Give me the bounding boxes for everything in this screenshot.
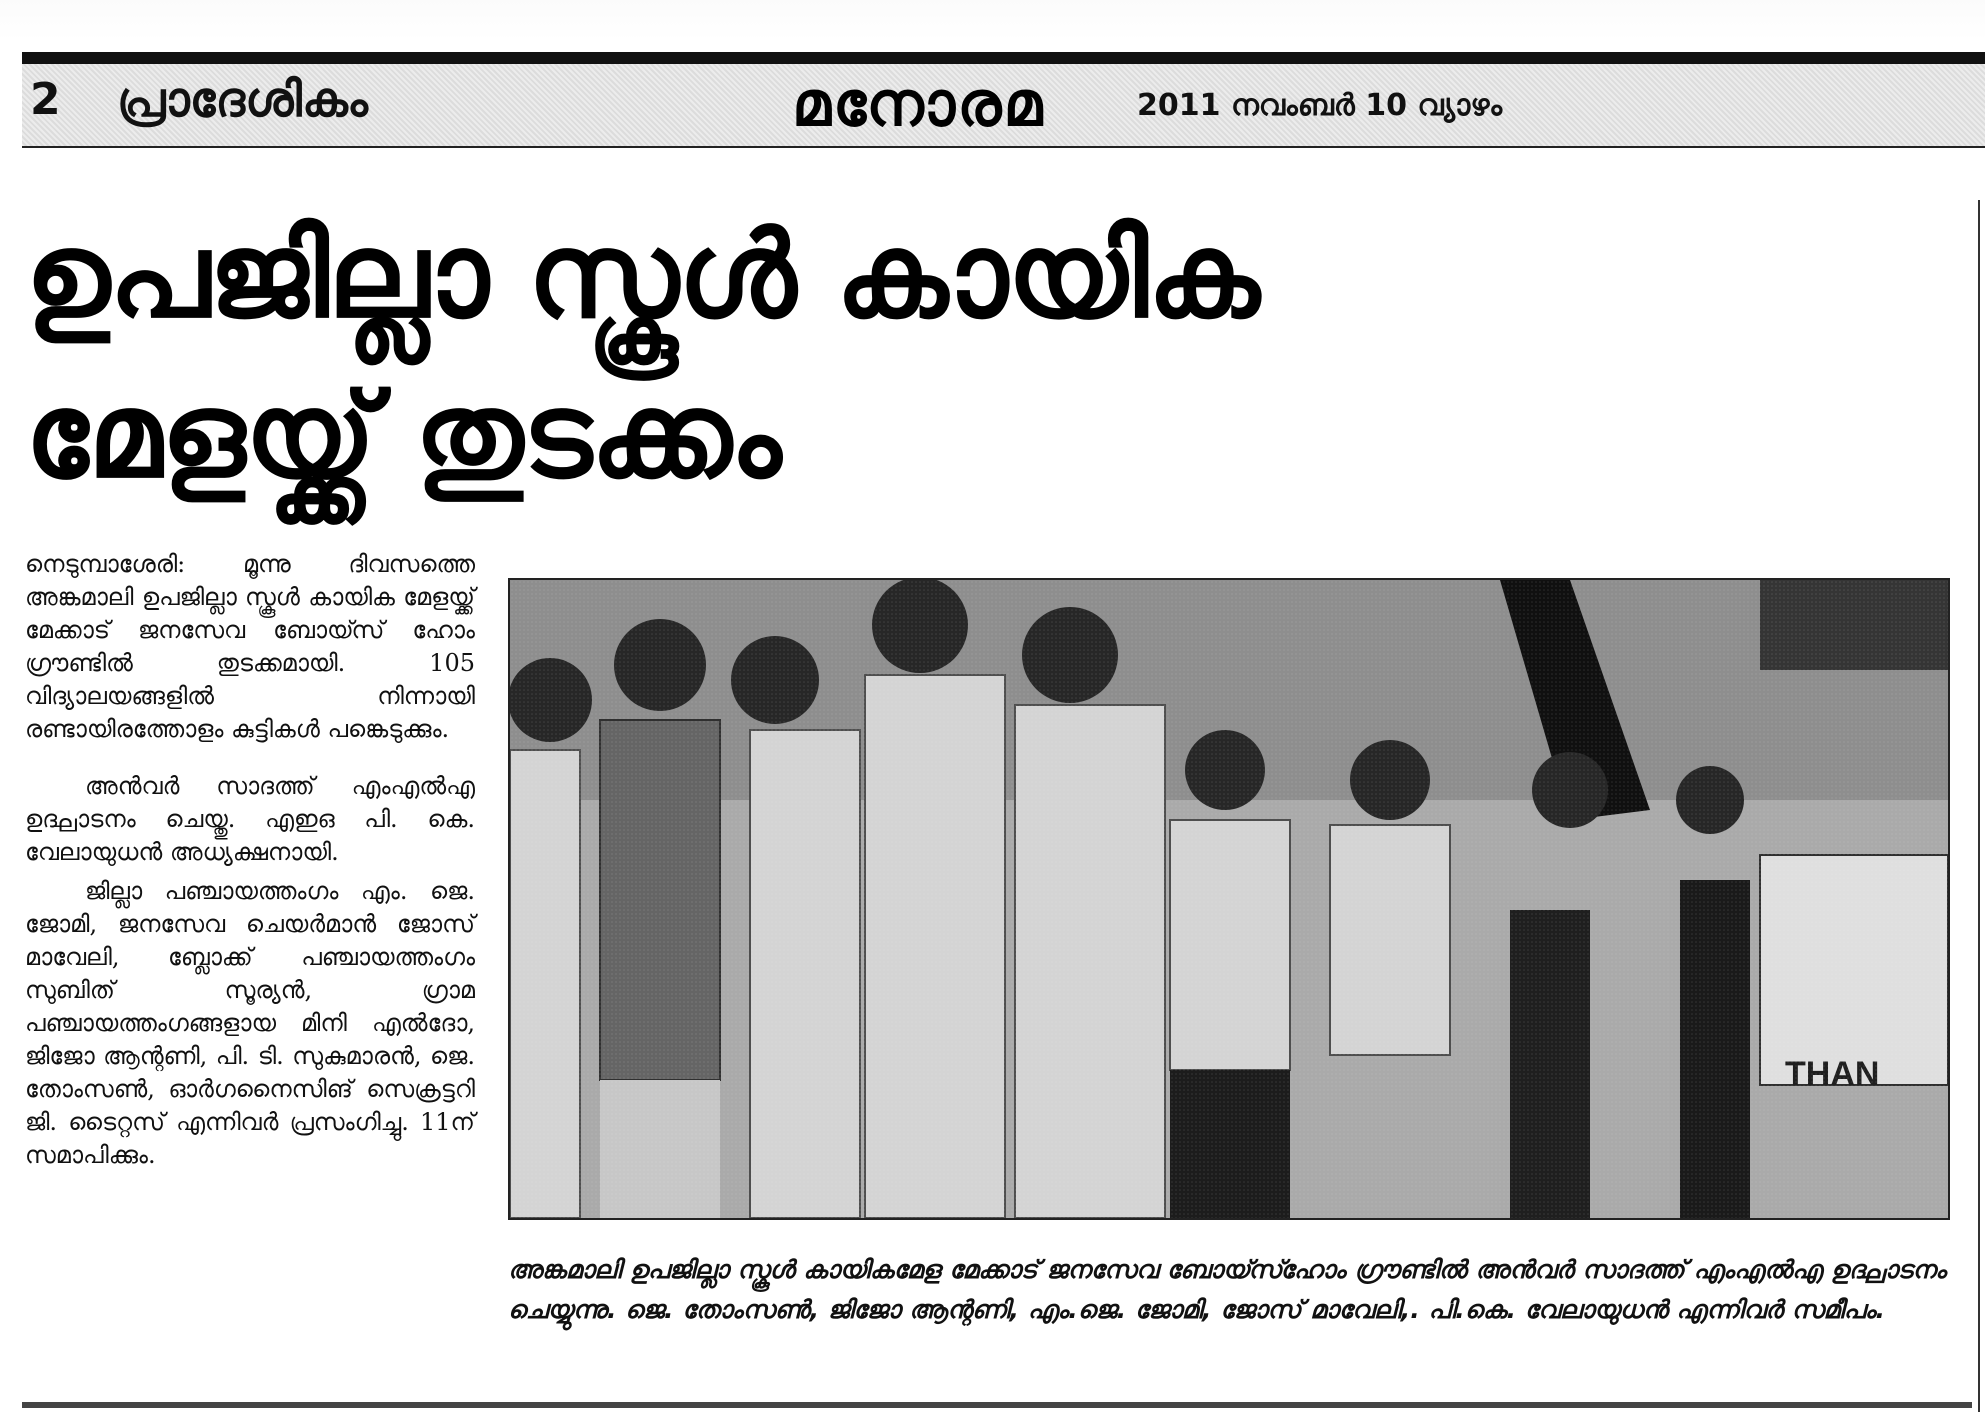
- section-title: പ്രാദേശികം: [117, 72, 368, 128]
- masthead: [22, 64, 1985, 148]
- article-paragraph-1: നെടുമ്പാശേരി: മൂന്നു ദിവസത്തെ അങ്കമാലി ഉപജില്ലാ സ്കൂൾ കായിക മേളയ്ക്ക് മേക്കാട് ജനസേവ ബോയ്സ് ഹോം ഗ്രൗണ്ടിൽ തുടക്കമായി. 105 വിദ്യാലയങ്ങളിൽ നിന്നായി രണ്ടായിരത്തോളം കുട്ടികൾ പങ്കെടുക്കും.: [25, 550, 475, 743]
- photo-caption: അങ്കമാലി ഉപജില്ലാ സ്കൂൾ കായികമേള മേക്കാട് ജനസേവ ബോയ്സ്ഹോം ഗ്രൗണ്ടിൽ അൻവർ സാദത്ത് എംഎൽഎ ഉദ്ഘാടനം ചെയ്യുന്നു. ജെ. തോംസൺ, ജിജോ ആന്റണി, എം.ജെ. ജോമി, ജോസ് മാവേലി,. പി.കെ. വേലായുധൻ എന്നിവർ സമീപം.: [508, 1255, 1946, 1324]
- article-paragraph-2: അൻവർ സാദത്ത് എംഎൽഎ ഉദ്ഘാടനം ചെയ്തു. എഇഒ പി. കെ. വേലായുധൻ അധ്യക്ഷനായി.: [25, 772, 475, 866]
- headline-line-1: ഉപജില്ലാ സ്കൂൾ കായിക: [25, 206, 1259, 344]
- news-photo: [508, 578, 1950, 1220]
- newspaper-logo: മനോരമ: [792, 67, 1045, 140]
- masthead-top-rule: [22, 52, 1985, 64]
- article-body: [25, 548, 475, 1196]
- column-divider: [1978, 200, 1980, 1412]
- article-headline: [25, 195, 1725, 515]
- headline-line-2: മേളയ്ക്ക് തുടക്കം: [25, 366, 781, 504]
- issue-date: 2011 നവംബർ 10 വ്യാഴം: [1137, 88, 1503, 123]
- scan-top-margin: [0, 0, 1985, 40]
- next-article-edge: [22, 1402, 1972, 1408]
- page-number: 2: [30, 74, 61, 125]
- article-paragraph-3: ജില്ലാ പഞ്ചായത്തംഗം എം. ജെ. ജോമി, ജനസേവ ചെയർമാൻ ജോസ് മാവേലി, ബ്ലോക്ക് പഞ്ചായത്തംഗം സുബിത് സൂര്യൻ, ഗ്രാമ പഞ്ചായത്തംഗങ്ങളായ മിനി എൽദോ, ജിജോ ആന്റണി, പി. ടി. സുകുമാരൻ, ജെ. തോംസൺ, ഓർഗനൈസിങ് സെക്രട്ടറി ജി. ടൈറ്റസ് എന്നിവർ പ്രസംഗിച്ചു. 11ന് സമാപിക്കും.: [25, 877, 475, 1169]
- photo-illustration: [510, 580, 1948, 1218]
